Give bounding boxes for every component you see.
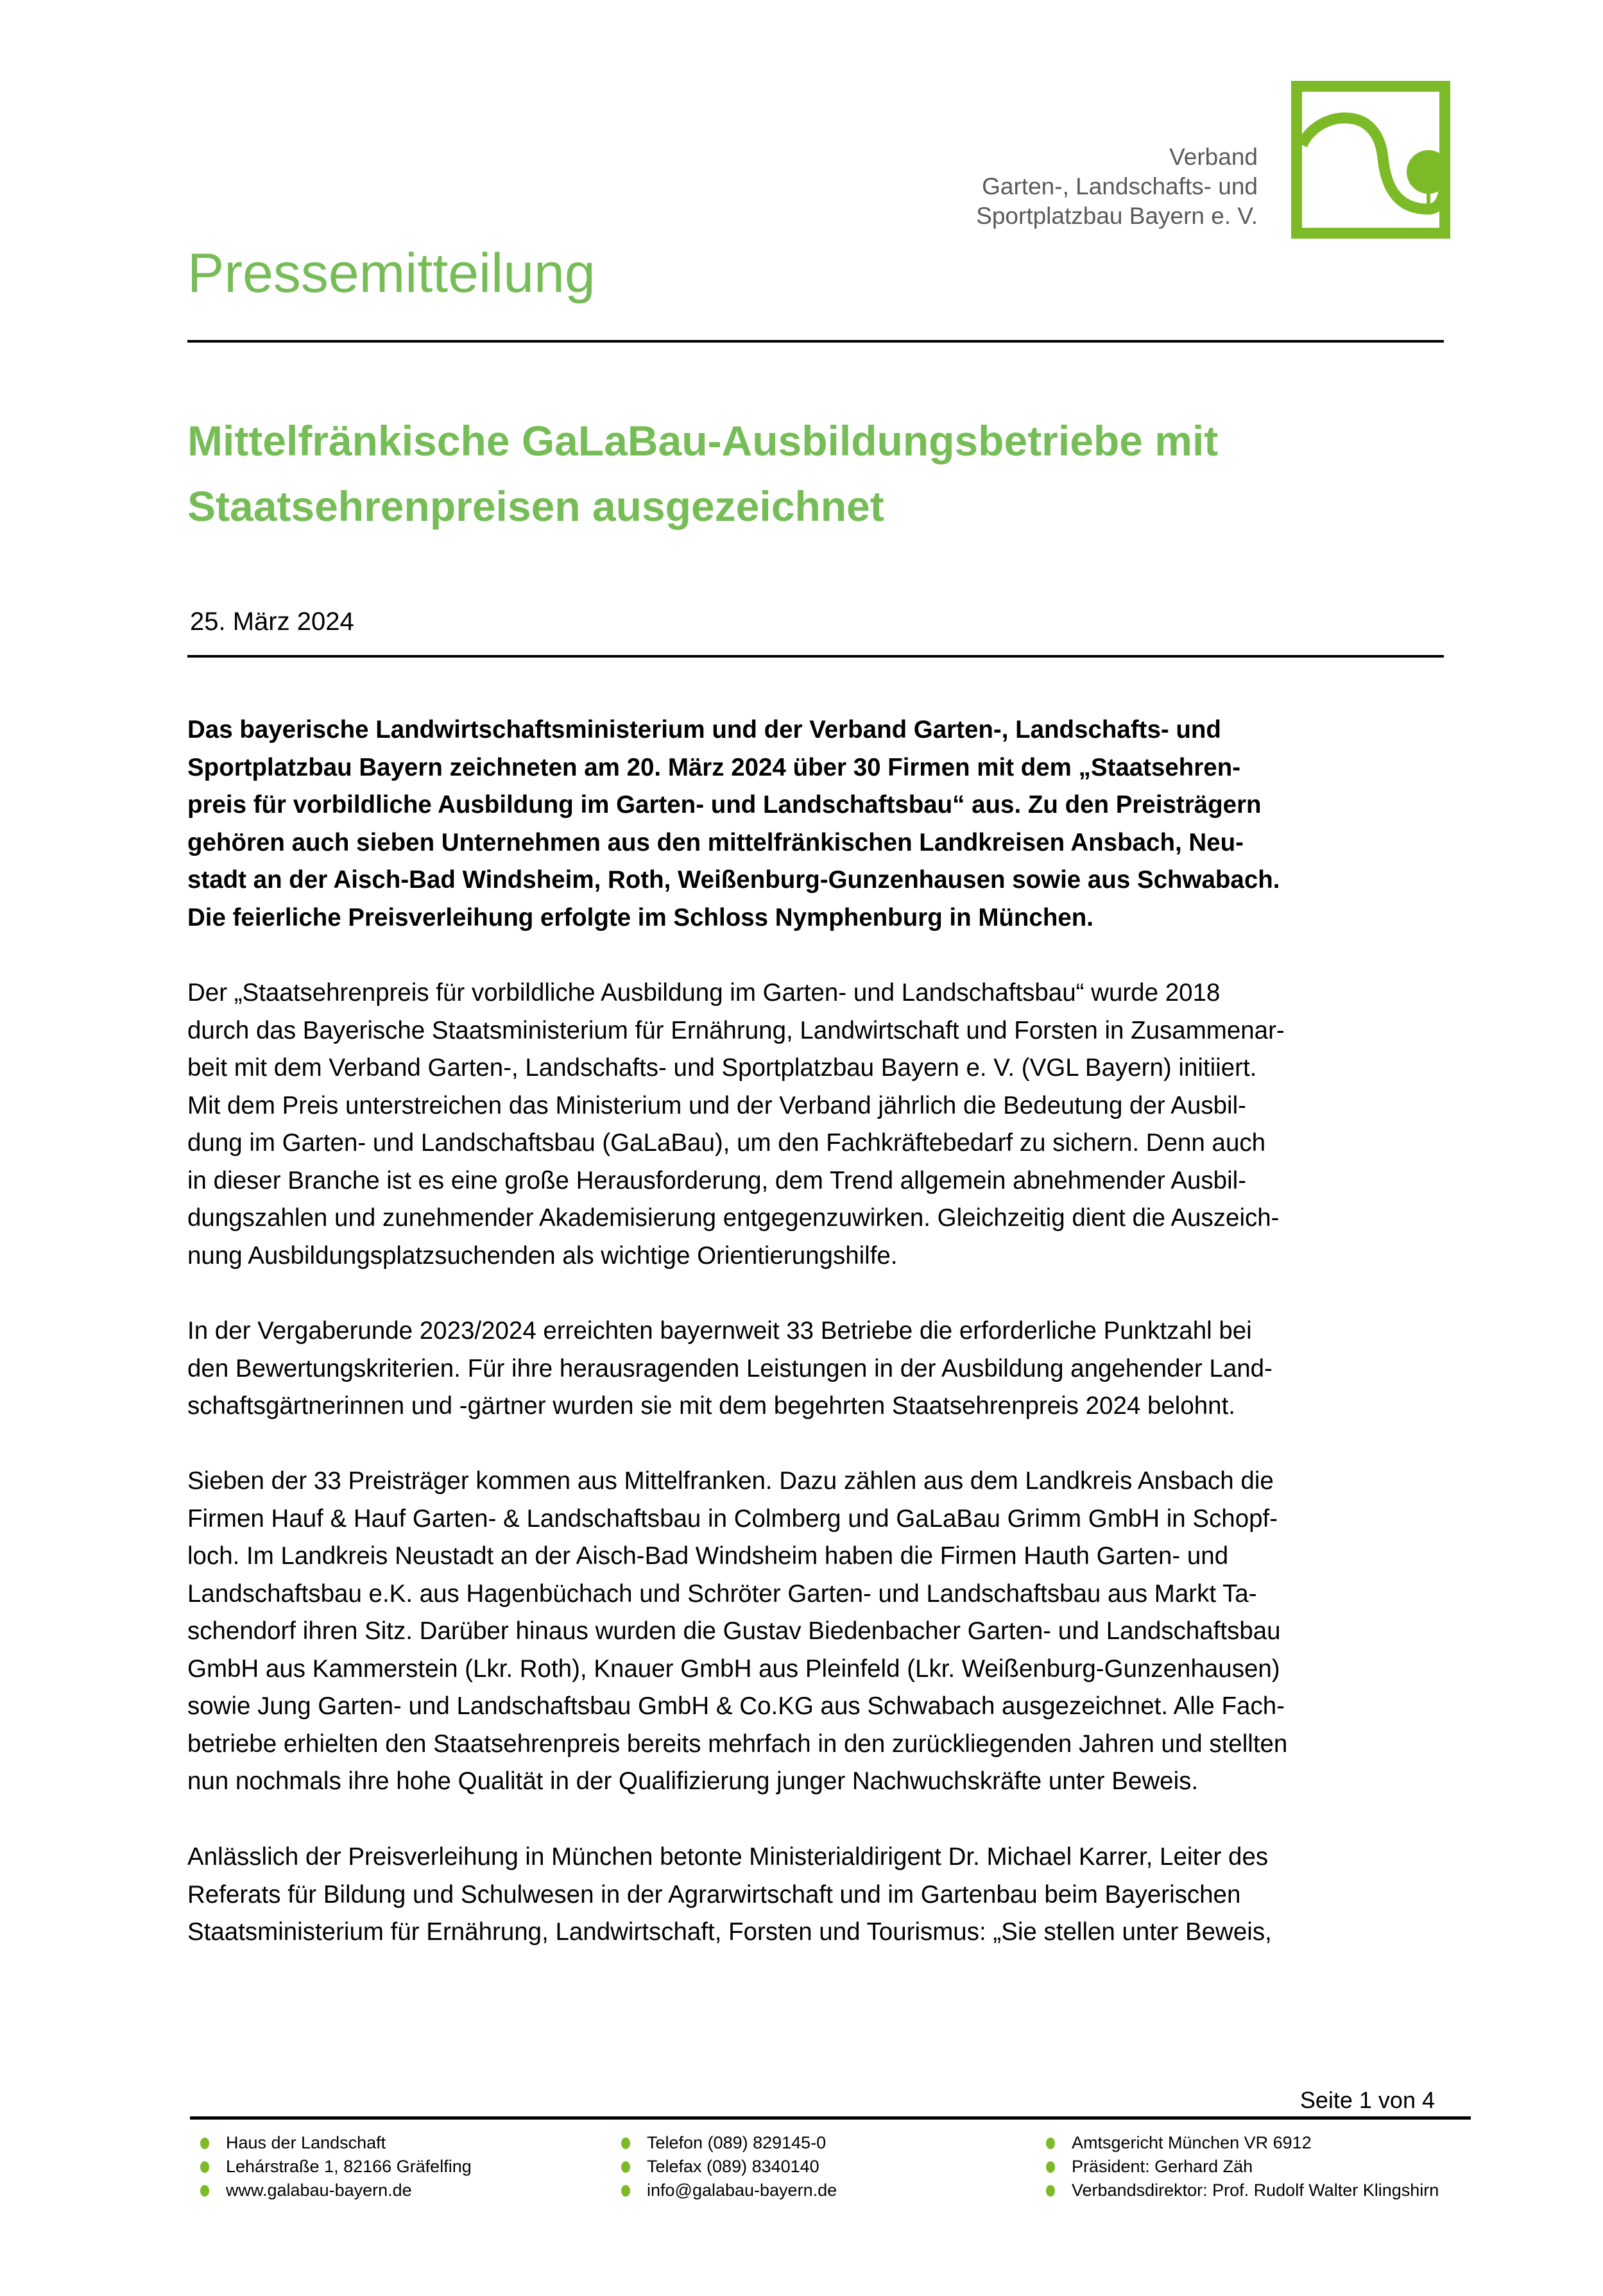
text-line: Firmen Hauf & Hauf Garten- & Landschaftsbau in Colmberg und GaLaBau Grimm GmbH in Schopf- bbox=[187, 1504, 1278, 1533]
header-divider bbox=[187, 340, 1444, 343]
text-line: gehören auch sieben Unternehmen aus den mittelfränkischen Landkreisen Ansbach, Neu- bbox=[187, 828, 1244, 856]
text-line: in dieser Branche ist es eine große Herausforderung, dem Trend allgemein abnehmender Ausbil- bbox=[187, 1166, 1247, 1195]
green-dot-icon bbox=[621, 2185, 630, 2197]
green-dot-icon bbox=[621, 2138, 630, 2149]
text-line: preis für vorbildliche Ausbildung im Garten- und Landschaftsbau“ aus. Zu den Preisträgern bbox=[187, 791, 1262, 819]
text-line: Das bayerische Landwirtschaftsministerium und der Verband Garten-, Landschafts- und bbox=[187, 716, 1221, 744]
page-indicator: Seite 1 von 4 bbox=[1299, 2087, 1435, 2113]
text-line: Staatsministerium für Ernährung, Landwirtschaft, Forsten und Tourismus: „Sie stellen unter Beweis, bbox=[187, 1918, 1272, 1946]
text-line: stadt an der Aisch-Bad Windsheim, Roth, Weißenburg-Gunzenhausen sowie aus Schwabach. bbox=[187, 866, 1280, 894]
text-line: sowie Jung Garten- und Landschaftsbau GmbH & Co.KG aus Schwabach ausgezeichnet. Alle Fach- bbox=[187, 1692, 1285, 1720]
fax-number: Telefax (089) 8340140 bbox=[647, 2157, 819, 2176]
footer-text: Präsident: Gerhard Zäh bbox=[1072, 2157, 1253, 2176]
org-line: Sportplatzbau Bayern e. V. bbox=[976, 203, 1258, 229]
article-headline bbox=[187, 408, 1444, 539]
footer-address-column bbox=[200, 2131, 472, 2202]
org-line: Verband bbox=[1169, 144, 1258, 170]
text-line: Landschaftsbau e.K. aus Hagenbüchach und Schröter Garten- und Landschaftsbau aus Markt Ta- bbox=[187, 1579, 1257, 1608]
text-line: schaftsgärtnerinnen und -gärtner wurden sie mit dem begehrten Staatsehrenpreis 2024 belohnt. bbox=[187, 1392, 1235, 1420]
footer-item bbox=[1046, 2179, 1439, 2202]
footer-item bbox=[621, 2131, 837, 2155]
green-dot-icon bbox=[621, 2161, 630, 2173]
press-release-title: Pressemitteilung bbox=[187, 242, 596, 304]
organization-name bbox=[976, 142, 1258, 231]
text-line: Sieben der 33 Preisträger kommen aus Mittelfranken. Dazu zählen aus dem Landkreis Ansbach die bbox=[187, 1467, 1274, 1495]
green-dot-icon bbox=[200, 2161, 209, 2173]
footer-item bbox=[621, 2155, 837, 2179]
phone-number: Telefon (089) 829145-0 bbox=[647, 2133, 827, 2152]
footer-item[interactable] bbox=[621, 2179, 837, 2202]
text-line: Anlässlich der Preisverleihung in München betonte Ministerialdirigent Dr. Michael Karrer, Leiter des bbox=[187, 1843, 1269, 1871]
text-line: beit mit dem Verband Garten-, Landschafts- und Sportplatzbau Bayern e. V. (VGL Bayern) initiiert. bbox=[187, 1054, 1257, 1082]
footer-item[interactable] bbox=[200, 2179, 472, 2202]
lead-paragraph bbox=[187, 711, 1445, 937]
footer-contact-column bbox=[621, 2131, 837, 2202]
footer-text: Verbandsdirektor: Prof. Rudolf Walter Klingshirn bbox=[1072, 2181, 1439, 2200]
text-line: betriebe erhielten den Staatsehrenpreis bereits mehrfach in den zurückliegenden Jahren und stellten bbox=[187, 1730, 1288, 1758]
footer-item bbox=[200, 2155, 472, 2179]
body-paragraph bbox=[187, 1313, 1445, 1425]
footer-item bbox=[1046, 2131, 1439, 2155]
text-line: Referats für Bildung und Schulwesen in der Agrarwirtschaft und im Gartenbau beim Bayerischen bbox=[187, 1880, 1241, 1909]
text-line: nun nochmals ihre hohe Qualität in der Qualifizierung junger Nachwuchskräfte unter Beweis. bbox=[187, 1767, 1199, 1795]
text-line: GmbH aus Kammerstein (Lkr. Roth), Knauer GmbH aus Pleinfeld (Lkr. Weißenburg-Gunzenhausen) bbox=[187, 1654, 1280, 1683]
body-paragraph bbox=[187, 974, 1445, 1275]
text-line: nung Ausbildungsplatzsuchenden als wichtige Orientierungshilfe. bbox=[187, 1241, 898, 1270]
text-line: schendorf ihren Sitz. Darüber hinaus wurden die Gustav Biedenbacher Garten- und Landschaftsbau bbox=[187, 1617, 1281, 1645]
text-line: Sportplatzbau Bayern zeichneten am 20. März 2024 über 30 Firmen mit dem „Staatsehren- bbox=[187, 753, 1241, 781]
text-line: Die feierliche Preisverleihung erfolgte im Schloss Nymphenburg in München. bbox=[187, 903, 1093, 931]
green-dot-icon bbox=[1046, 2185, 1055, 2197]
website-link[interactable]: www.galabau-bayern.de bbox=[226, 2181, 412, 2200]
footer-item bbox=[200, 2131, 472, 2155]
text-line: den Bewertungskriterien. Für ihre herausragenden Leistungen in der Ausbildung angehender Land- bbox=[187, 1354, 1273, 1382]
footer-text: Amtsgericht München VR 6912 bbox=[1072, 2133, 1312, 2152]
publication-date: 25. März 2024 bbox=[190, 608, 354, 636]
text-line: In der Vergaberunde 2023/2024 erreichten bayernweit 33 Betriebe die erforderliche Punktzahl bei bbox=[187, 1317, 1252, 1345]
headline-line: Mittelfränkische GaLaBau-Ausbildungsbetriebe mit bbox=[187, 417, 1219, 464]
text-line: Der „Staatsehrenpreis für vorbildliche Ausbildung im Garten- und Landschaftsbau“ wurde 2018 bbox=[187, 979, 1221, 1007]
vgl-logo-wave-tree-icon bbox=[1291, 81, 1450, 239]
org-line: Garten-, Landschafts- und bbox=[982, 173, 1258, 200]
green-dot-icon bbox=[200, 2138, 209, 2149]
footer-text: Lehárstraße 1, 82166 Gräfelfing bbox=[226, 2157, 472, 2176]
green-dot-icon bbox=[1046, 2138, 1055, 2149]
footer-text: Haus der Landschaft bbox=[226, 2133, 386, 2152]
headline-line: Staatsehrenpreisen ausgezeichnet bbox=[187, 482, 884, 530]
text-line: dungszahlen und zunehmender Akademisierung entgegenzuwirken. Gleichzeitig dient die Auszeich- bbox=[187, 1204, 1280, 1232]
email-link[interactable]: info@galabau-bayern.de bbox=[647, 2181, 837, 2200]
text-line: durch das Bayerische Staatsministerium für Ernährung, Landwirtschaft und Forsten in Zusammenar- bbox=[187, 1016, 1285, 1044]
footer-item bbox=[1046, 2155, 1439, 2179]
green-dot-icon bbox=[200, 2185, 209, 2197]
body-paragraph bbox=[187, 1463, 1445, 1801]
text-line: dung im Garten- und Landschaftsbau (GaLaBau), um den Fachkräftebedarf zu sichern. Denn auch bbox=[187, 1129, 1266, 1157]
text-line: Mit dem Preis unterstreichen das Ministerium und der Verband jährlich die Bedeutung der Ausbil- bbox=[187, 1091, 1246, 1119]
green-dot-icon bbox=[1046, 2161, 1055, 2173]
date-divider bbox=[187, 655, 1444, 658]
footer-divider bbox=[190, 2116, 1471, 2120]
body-paragraph bbox=[187, 1839, 1445, 1952]
footer-legal-column bbox=[1046, 2131, 1439, 2202]
text-line: loch. Im Landkreis Neustadt an der Aisch-Bad Windsheim haben die Firmen Hauth Garten- und bbox=[187, 1542, 1229, 1570]
